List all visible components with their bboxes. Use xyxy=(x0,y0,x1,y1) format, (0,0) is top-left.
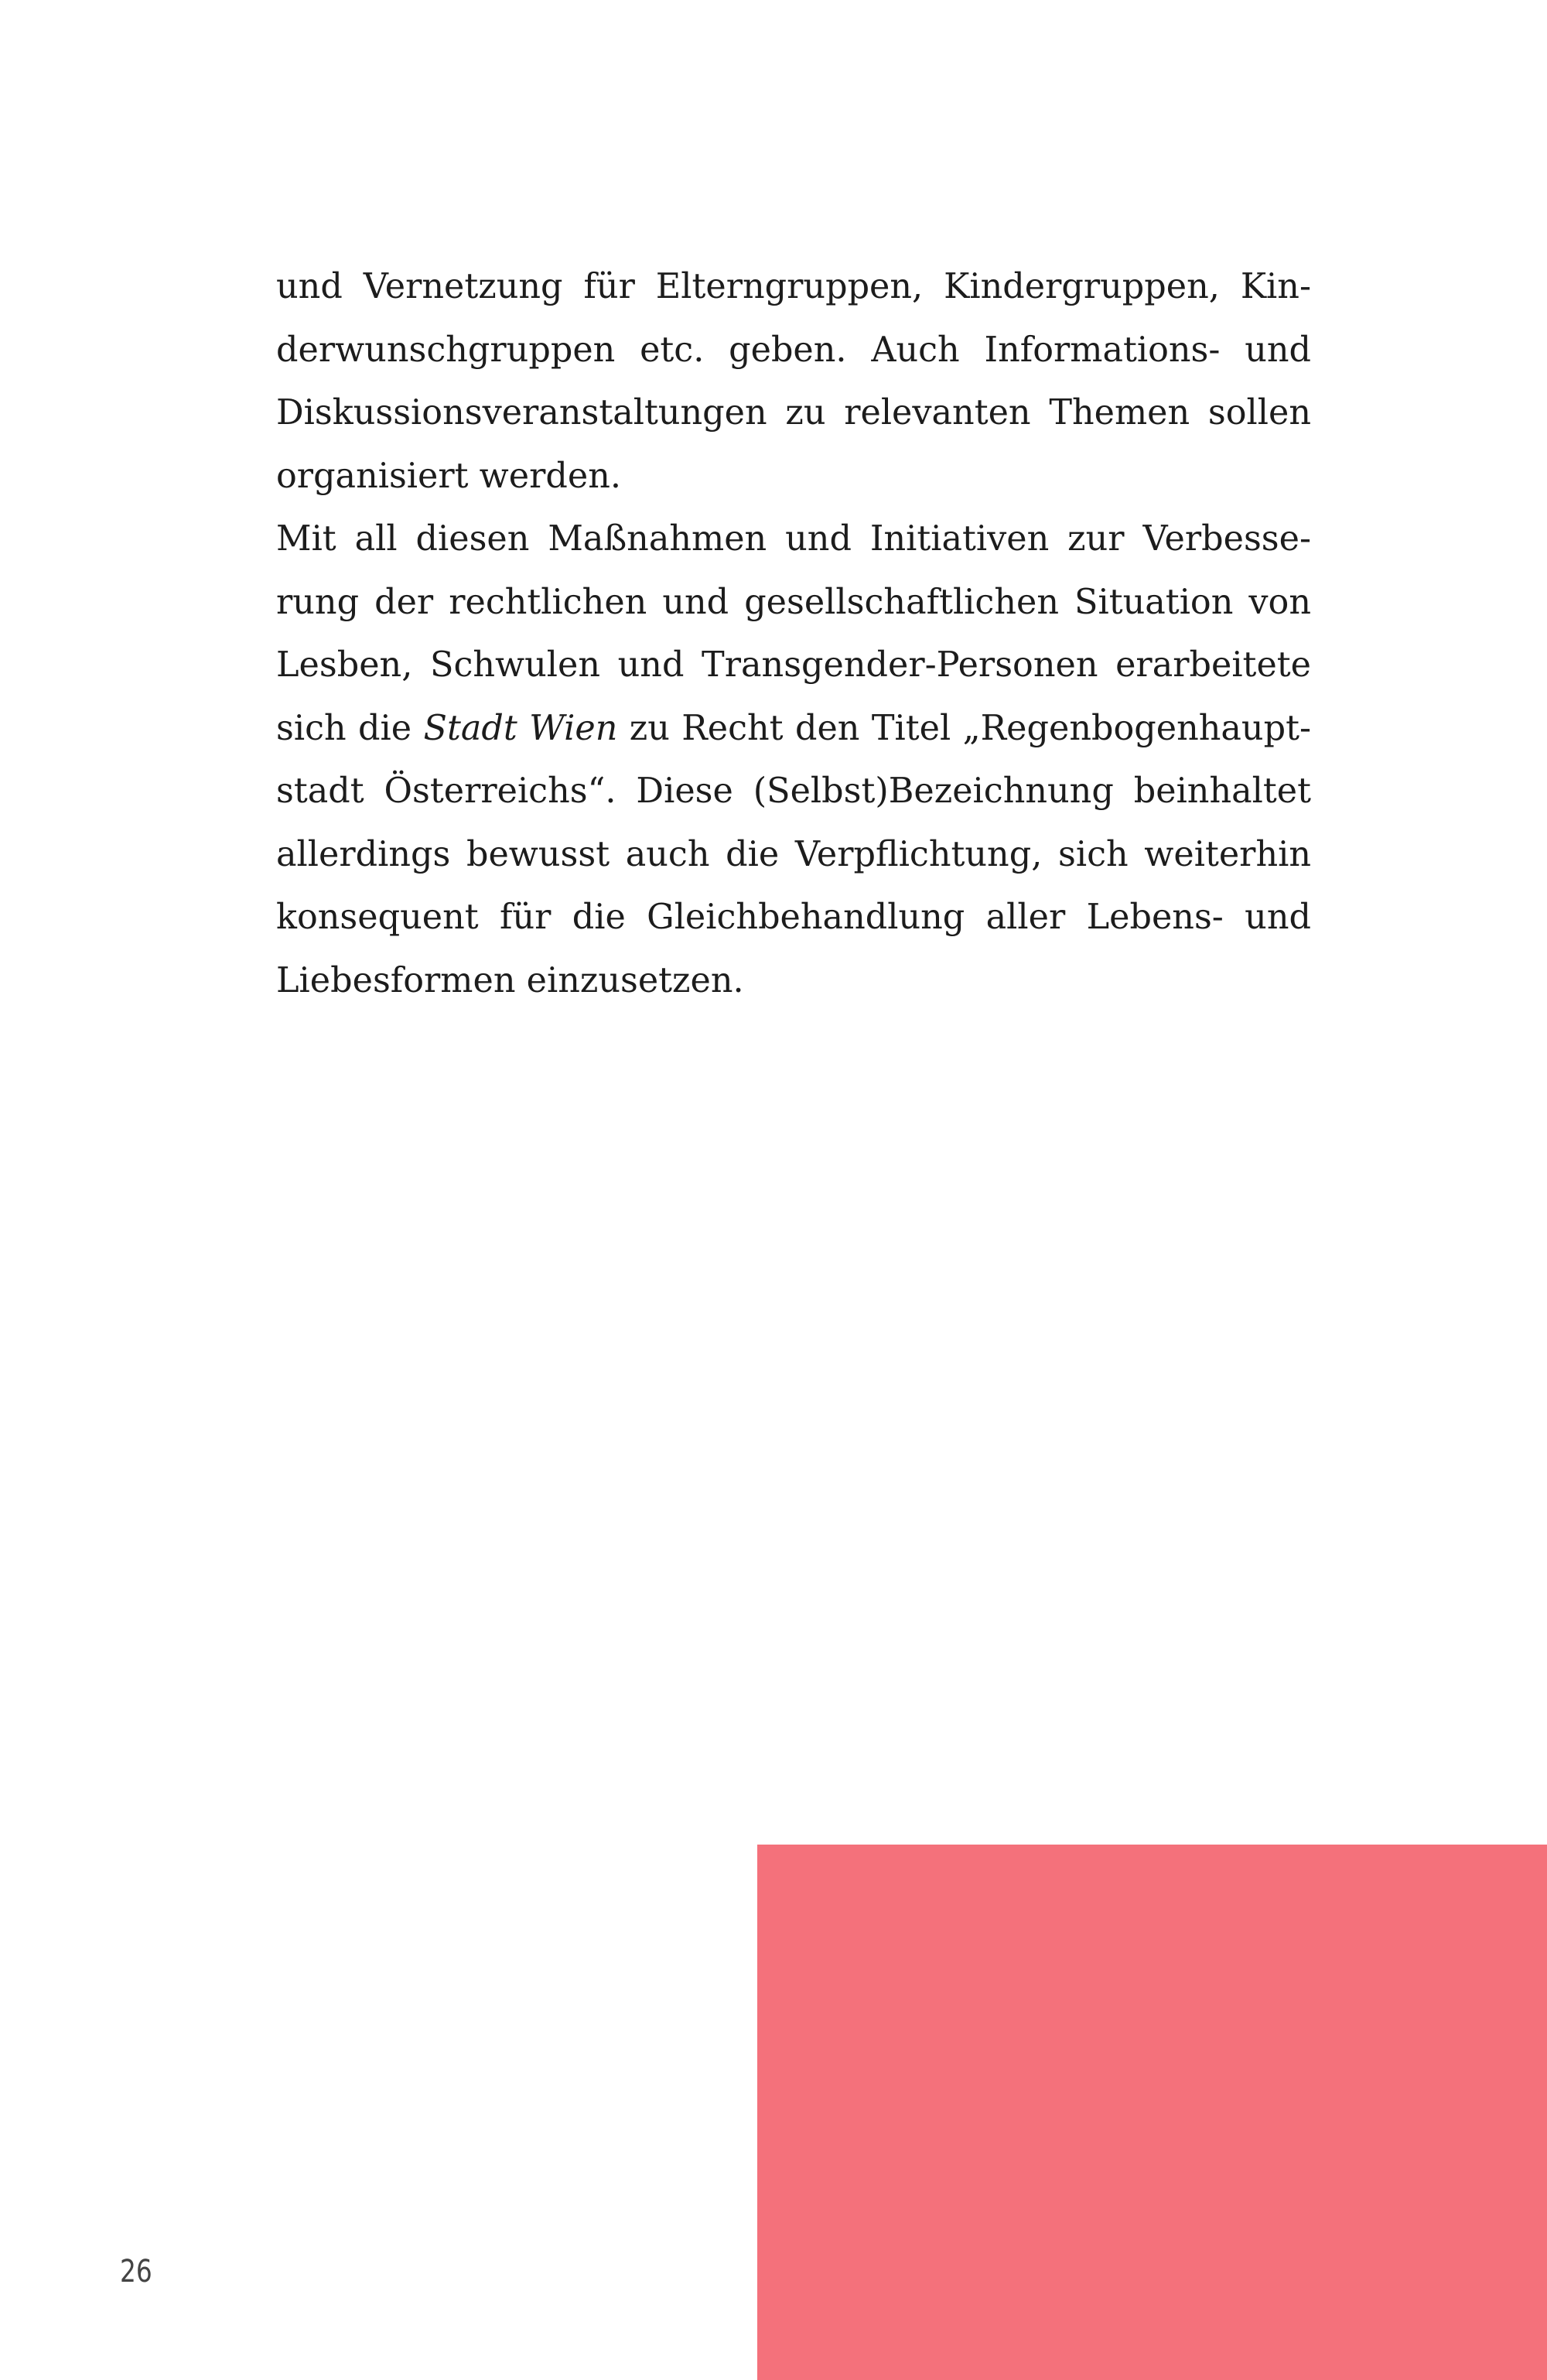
city-name-italic: Stadt Wien xyxy=(423,708,618,748)
text-line: rung der rechtlichen und gesellschaftlichen Situation von xyxy=(276,582,1311,622)
text-segment: zu Recht den Titel „Regenbogenhaupt- xyxy=(617,708,1311,748)
text-line: Liebesformen einzusetzen. xyxy=(276,960,744,1000)
text-line: und Vernetzung für Elterngruppen, Kindergruppen, Kin- xyxy=(276,267,1311,306)
text-line: stadt Österreichs“. Diese (Selbst)Bezeichnung beinhaltet xyxy=(276,771,1311,811)
text-line: derwunschgruppen etc. geben. Auch Informations- und xyxy=(276,330,1311,370)
text-line: Mit all diesen Maßnahmen und Initiativen zur Verbesse- xyxy=(276,519,1311,559)
text-line: organisiert werden. xyxy=(276,456,621,496)
page-number: 26 xyxy=(120,2254,152,2289)
decorative-color-block xyxy=(757,1845,1547,2380)
text-line: allerdings bewusst auch die Verpflichtung, sich weiterhin xyxy=(276,834,1311,874)
body-text xyxy=(276,255,1311,1012)
text-line: konsequent für die Gleichbehandlung aller Lebens- und xyxy=(276,898,1311,937)
text-segment: sich die xyxy=(276,708,424,748)
text-line xyxy=(276,697,1311,761)
text-line: Lesben, Schwulen und Transgender-Personen erarbeitete xyxy=(276,645,1311,685)
text-line: Diskussionsveranstaltungen zu relevanten Themen sollen xyxy=(276,393,1311,433)
paragraph-1 xyxy=(276,255,1311,508)
paragraph-2 xyxy=(276,508,1311,1012)
